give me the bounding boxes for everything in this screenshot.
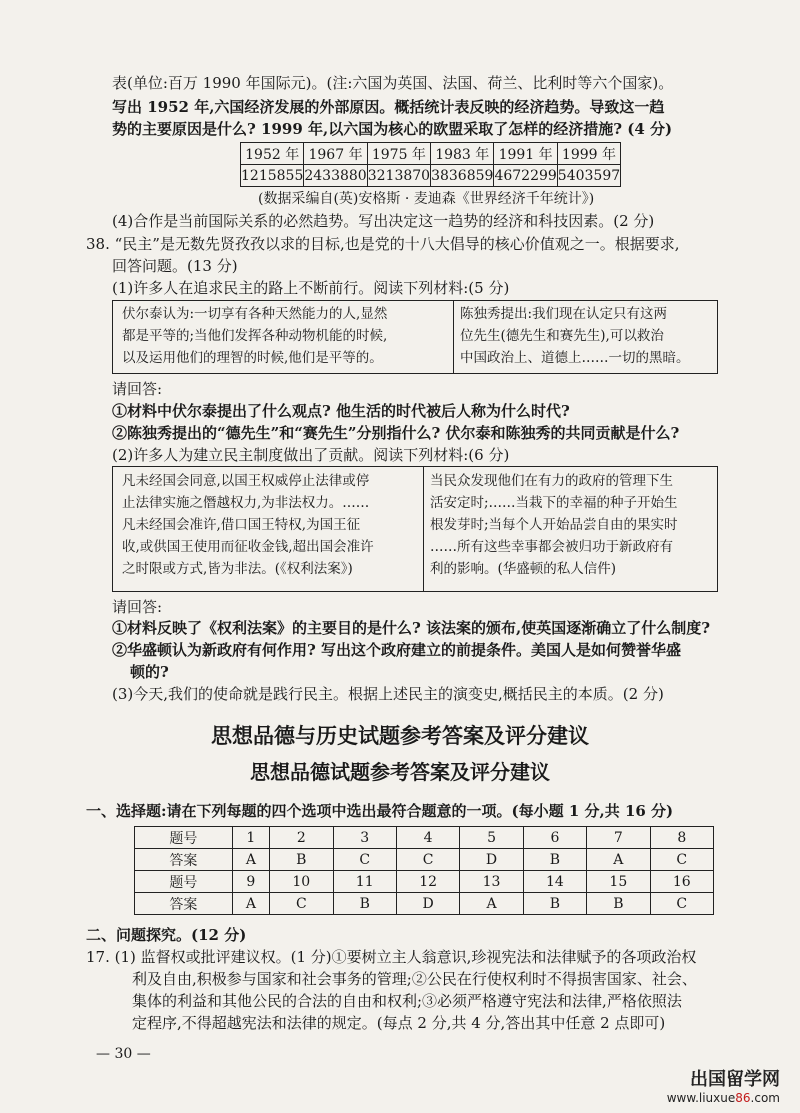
answer-grid-row (135, 849, 714, 871)
gdp-year-cell: 1983 年 (431, 143, 494, 165)
answer-grid-cell: B (587, 893, 650, 915)
watermark-name: 出国留学网 (690, 1069, 780, 1090)
answer-grid-header-cell: 题号 (135, 871, 233, 893)
page-number: — 30 — (96, 1046, 151, 1062)
q37-line-1: 表(单位:百万 1990 年国际元)。(注:六国为英国、法国、荷兰、比利时等六个国家)。 (112, 74, 674, 92)
answer-grid-cell: D (460, 849, 523, 871)
answer-grid-cell: A (587, 849, 650, 871)
ask-label-2: 请回答: (112, 598, 163, 616)
answer-grid-cell: C (650, 893, 713, 915)
section-2-heading: 二、问题探究。(12 分) (86, 926, 247, 944)
answer-grid-cell: 7 (587, 827, 650, 849)
answer-grid-cell: 13 (460, 871, 523, 893)
answer-grid-header-cell: 答案 (135, 849, 233, 871)
q17-line-3: 集体的利益和其他公民的合法的自由和权利;③必须严格遵守宪法和法律,严格依照法 (132, 992, 682, 1010)
answer-grid-cell: A (232, 893, 269, 915)
answer-grid-row (135, 893, 714, 915)
answer-grid-cell: B (523, 893, 586, 915)
answer-grid-cell: 1 (232, 827, 269, 849)
q38-question-1-2: ②陈独秀提出的“德先生”和“赛先生”分别指什么? 伏尔泰和陈独秀的共同贡献是什么? (112, 424, 680, 442)
q38-question-2-1: ①材料反映了《权利法案》的主要目的是什么? 该法案的颁布,使英国逐渐确立了什么制度? (112, 619, 711, 637)
gdp-year-cell: 1975 年 (367, 143, 430, 165)
q38-intro-1: 38. “民主”是无数先贤孜孜以求的目标,也是党的十八大倡导的核心价值观之一。根据要求, (86, 235, 680, 253)
material-1-chen-duxiu: 陈独秀提出:我们现在认定只有这两 位先生(德先生和赛先生),可以救治 中国政治上、道德上……一切的黑暗。 (460, 306, 690, 366)
q38-part-2: (2)许多人为建立民主制度做出了贡献。阅读下列材料:(6 分) (112, 446, 510, 464)
gdp-year-cell: 1967 年 (304, 143, 367, 165)
ask-label-1: 请回答: (112, 380, 163, 398)
gdp-table (240, 142, 621, 187)
answer-grid-row (135, 827, 714, 849)
material-2-washington-letter: 当民众发现他们在有力的政府的管理下生 活安定时;……当栽下的幸福的种子开始生 根发芽时;当每个人开始品尝自由的果实时 ……所有这些幸事都会被归功于新政府有 利的影响。(华盛顿的私人信件) (430, 473, 678, 577)
answer-grid-header-cell: 答案 (135, 893, 233, 915)
answer-grid-cell: A (460, 893, 523, 915)
q17-line-1: 17. (1) 监督权或批评建议权。(1 分)①要树立主人翁意识,珍视宪法和法律赋予的各项政治权 (86, 948, 697, 966)
answer-grid-cell: 14 (523, 871, 586, 893)
q37-part-4: (4)合作是当前国际关系的必然趋势。写出决定这一趋势的经济和科技因素。(2 分) (112, 212, 655, 230)
answer-grid-cell: C (396, 849, 459, 871)
gdp-value-cell: 5403597 (557, 165, 620, 187)
answer-grid-cell: 2 (270, 827, 333, 849)
answer-grid-cell: 5 (460, 827, 523, 849)
answer-grid-row (135, 871, 714, 893)
gdp-value-cell: 1215855 (241, 165, 304, 187)
answer-grid-cell: 6 (523, 827, 586, 849)
answer-grid-cell: 16 (650, 871, 713, 893)
gdp-value-cell: 4672299 (494, 165, 557, 187)
answer-grid-cell: 10 (270, 871, 333, 893)
gdp-year-cell: 1952 年 (241, 143, 304, 165)
gdp-value-cell: 3213870 (367, 165, 430, 187)
material-2-bill-of-rights: 凡未经国会同意,以国王权威停止法律或停 止法律实施之僭越权力,为非法权力。…… 凡未经国会准许,借口国王特权,为国王征 收,或供国王使用而征收金钱,超出国会准许 之时限或方式,皆为非法。(《权利法案》) (122, 473, 374, 577)
section-1-heading: 一、选择题:请在下列每题的四个选项中选出最符合题意的一项。(每小题 1 分,共 16 分) (86, 802, 674, 820)
gdp-value-cell: 2433880 (304, 165, 367, 187)
answer-grid-header-cell: 题号 (135, 827, 233, 849)
answer-grid-cell: 9 (232, 871, 269, 893)
answer-grid-cell: 11 (333, 871, 396, 893)
gdp-year-cell: 1991 年 (494, 143, 557, 165)
answer-grid-cell: 3 (333, 827, 396, 849)
q38-intro-2: 回答问题。(13 分) (112, 257, 238, 275)
q17-line-4: 定程序,不得超越宪法和法律的规定。(每点 2 分,共 4 分,答出其中任意 2 点即可) (132, 1014, 666, 1032)
answer-grid-cell: B (333, 893, 396, 915)
gdp-value-cell: 3836859 (431, 165, 494, 187)
table-source: (数据采编自(英)安格斯 · 麦迪森《世界经济千年统计》) (258, 191, 595, 207)
site-watermark (667, 1065, 780, 1105)
answer-grid-cell: D (396, 893, 459, 915)
answers-subtitle: 思想品德试题参考答案及评分建议 (250, 760, 550, 784)
q38-part-1: (1)许多人在追求民主的路上不断前行。阅读下列材料:(5 分) (112, 279, 510, 297)
answers-main-title: 思想品德与历史试题参考答案及评分建议 (211, 723, 589, 748)
answer-grid-cell: 4 (396, 827, 459, 849)
q38-question-1-1: ①材料中伏尔泰提出了什么观点? 他生活的时代被后人称为什么时代? (112, 402, 570, 420)
q37-line-3: 势的主要原因是什么? 1999 年,以六国为核心的欧盟采取了怎样的经济措施? (4 分) (112, 120, 673, 138)
answer-grid-cell: A (232, 849, 269, 871)
answer-grid-cell: B (523, 849, 586, 871)
answer-grid-cell: B (270, 849, 333, 871)
q38-question-2-3: 顿的? (130, 663, 169, 681)
answer-grid-cell: 15 (587, 871, 650, 893)
answer-grid-cell: C (333, 849, 396, 871)
answer-grid-cell: 12 (396, 871, 459, 893)
answer-grid (134, 826, 714, 915)
q17-line-2: 利及自由,积极参与国家和社会事务的管理;②公民在行使权利时不得损害国家、社会、 (132, 970, 697, 988)
material-1-voltaire: 伏尔泰认为:一切享有各种天然能力的人,显然 都是平等的;当他们发挥各种动物机能的时候, 以及运用他们的理智的时候,他们是平等的。 (122, 306, 388, 366)
answer-grid-cell: 8 (650, 827, 713, 849)
gdp-year-cell: 1999 年 (557, 143, 620, 165)
q38-part-3: (3)今天,我们的使命就是践行民主。根据上述民主的演变史,概括民主的本质。(2 分) (112, 685, 664, 703)
answer-grid-cell: C (650, 849, 713, 871)
answer-grid-cell: C (270, 893, 333, 915)
q37-line-2: 写出 1952 年,六国经济发展的外部原因。概括统计表反映的经济趋势。导致这一趋 (112, 98, 665, 116)
watermark-url: www.liuxue86.com (666, 1091, 780, 1105)
q38-question-2-2: ②华盛顿认为新政府有何作用? 写出这个政府建立的前提条件。美国人是如何赞誉华盛 (112, 641, 682, 659)
